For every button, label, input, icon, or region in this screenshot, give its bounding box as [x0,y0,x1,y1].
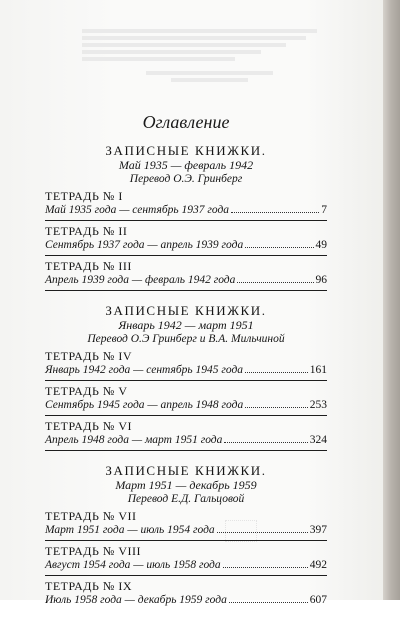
entry-page: 492 [309,559,327,571]
dot-leader [223,567,308,568]
toc-section-1 [45,143,327,291]
section-heading: ЗАПИСНЫЕ КНИЖКИ. [105,303,267,318]
entry-range: Август 1954 года — июль 1958 года [45,559,221,571]
notebook-title: ТЕТРАДЬ № III [45,259,132,273]
dot-leader [245,372,308,373]
toc-entry[interactable] [45,433,327,448]
faint-stamp-mark [225,520,257,542]
bleed-through-text [82,26,337,85]
entry-range: Январь 1942 года — сентябрь 1945 года [45,364,244,376]
notebook-title: ТЕТРАДЬ № IV [45,349,132,363]
notebook-title: ТЕТРАДЬ № VI [45,419,132,433]
divider [45,380,327,381]
entry-page: 607 [309,594,327,606]
toc-entry[interactable] [45,558,327,573]
entry-range: Сентябрь 1937 года — апрель 1939 года [45,239,244,251]
divider [45,575,327,576]
notebook-title: ТЕТРАДЬ № VIII [45,544,141,558]
dot-leader [229,602,308,603]
section-translator: Перевод О.Э Гринберг и В.А. Мильчиной [87,333,285,345]
notebook-title: ТЕТРАДЬ № II [45,224,128,238]
notebook-title: ТЕТРАДЬ № IX [45,579,132,593]
table-of-contents [45,112,327,620]
divider [45,415,327,416]
section-translator: Перевод Е.Д. Гальцовой [127,493,245,505]
entry-page: 324 [309,434,327,446]
divider [45,220,327,221]
toc-entry[interactable] [45,273,327,288]
divider [45,255,327,256]
toc-entry[interactable] [45,363,327,378]
entry-page: 96 [315,274,327,286]
toc-title: Оглавление [142,112,230,132]
entry-range: Апрель 1948 года — март 1951 года [45,434,223,446]
notebook-title: ТЕТРАДЬ № VII [45,509,137,523]
entry-range: Июль 1958 года — декабрь 1959 года [45,594,227,606]
section-heading: ЗАПИСНЫЕ КНИЖКИ. [105,463,267,478]
entry-page: 7 [321,204,327,216]
toc-entry[interactable] [45,238,327,253]
dot-leader [245,407,308,408]
toc-entry[interactable] [45,523,327,538]
toc-entry[interactable] [45,203,327,218]
toc-section-2 [45,303,327,451]
dot-leader [237,282,313,283]
dot-leader [224,442,307,443]
entry-page: 161 [309,364,327,376]
notebook-title: ТЕТРАДЬ № I [45,189,123,203]
entry-range: Сентябрь 1945 года — апрель 1948 года [45,399,244,411]
toc-section-3 [45,463,327,608]
entry-page: 253 [309,399,327,411]
entry-page: 49 [315,239,327,251]
section-heading: ЗАПИСНЫЕ КНИЖКИ. [105,143,267,158]
book-spine-shadow [383,0,400,600]
toc-entry[interactable] [45,593,327,608]
entry-range: Апрель 1939 года — февраль 1942 года [45,274,236,286]
section-translator: Перевод О.Э. Гринберг [129,173,243,185]
section-dates: Март 1951 — декабрь 1959 [115,478,257,492]
entry-page: 397 [309,524,327,536]
dot-leader [231,212,319,213]
dot-leader [245,247,313,248]
divider [45,290,327,291]
divider [45,450,327,451]
entry-range: Май 1935 года — сентябрь 1937 года [45,204,230,216]
entry-range: Март 1951 года — июль 1954 года [45,524,215,536]
toc-entry[interactable] [45,398,327,413]
notebook-title: ТЕТРАДЬ № V [45,384,128,398]
section-dates: Май 1935 — февраль 1942 [118,158,254,172]
divider [45,540,327,541]
section-dates: Январь 1942 — март 1951 [118,318,254,332]
